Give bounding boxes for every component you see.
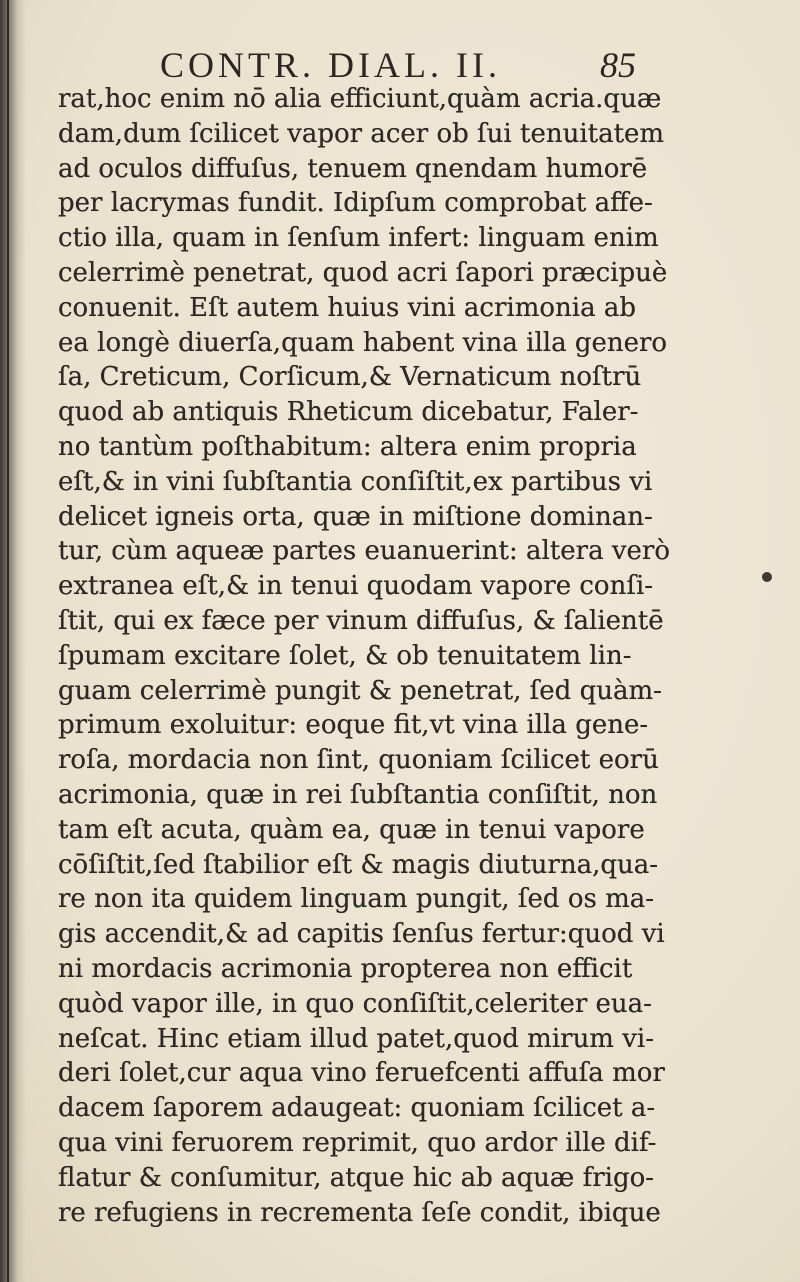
text-line: gis accendit,& ad capitis ſenſus fertur:quod vi (58, 919, 665, 950)
text-line: acrimonia, quæ in rei ſubſtantia conſiſtit, non (58, 779, 658, 810)
text-line: no tantùm poſthabitum: altera enim propria (58, 431, 637, 462)
text-line: extranea eſt,& in tenui quodam vapore conſi- (58, 571, 654, 602)
binding-shadow (0, 0, 26, 1282)
text-line: celerrimè penetrat, quod acri ſapori præcipuè (58, 257, 668, 288)
running-head: CONTR. DIAL. II. (160, 45, 501, 85)
text-line: ni mordacis acrimonia propterea non efficit (58, 953, 633, 984)
body-text (58, 82, 670, 1230)
text-line: qua vini feruorem reprimit, quo ardor ille dif- (58, 1127, 657, 1158)
text-line: conuenit. Eſt autem huius vini acrimonia ab (58, 292, 637, 323)
text-line: ad oculos diffuſus, tenuem qnendam humorē (58, 153, 648, 184)
text-line: dam,dum ſcilicet vapor acer ob ſui tenuitatem (58, 118, 665, 149)
text-line: deri ſolet,cur aqua vino feruefcenti affuſa mor (58, 1058, 665, 1089)
text-line: ſa, Creticum, Corſicum,& Vernaticum noſtrū (58, 362, 642, 393)
text-line: delicet igneis orta, quæ in miſtione dominan- (58, 501, 653, 532)
page-edge (7, 0, 9, 1282)
text-line: per lacrymas fundit. Idipſum comprobat affe- (58, 188, 653, 219)
text-line: roſa, mordacia non ſint, quoniam ſcilicet eorū (58, 745, 659, 776)
text-line: ſtit, qui ex fæce per vinum diffuſus, & ſalientē (58, 605, 664, 636)
text-line: rat,hoc enim nō alia efficiunt,quàm acria.quæ (58, 84, 662, 114)
text-line: tam eſt acuta, quàm ea, quæ in tenui vapore (58, 814, 645, 845)
text-line: cōſiſtit,ſed ſtabilior eſt & magis diuturna,qua- (58, 849, 659, 880)
text-line: re non ita quidem linguam pungit, ſed os ma- (58, 884, 655, 915)
text-line: ea longè diuerſa,quam habent vina illa genero (58, 327, 668, 358)
text-line: tur, cùm aqueæ partes euanuerint: altera verò (58, 536, 670, 567)
text-line: eſt,& in vini ſubſtantia conſiſtit,ex partibus vi (58, 466, 653, 497)
ink-spot (762, 572, 772, 582)
text-line: neſcat. Hinc etiam illud patet,quod mirum vi- (58, 1023, 655, 1054)
text-line: re refugiens in recrementa ſeſe condit, ibique (58, 1197, 661, 1228)
text-line: primum exoluitur: eoque fit,vt vina illa gene- (58, 710, 649, 741)
text-line: ctio illa, quam in ſenſum infert: linguam enim (58, 223, 659, 254)
text-line: ſpumam excitare ſolet, & ob tenuitatem lin- (58, 640, 632, 671)
text-line: dacem ſaporem adaugeat: quoniam ſcilicet a- (58, 1093, 656, 1124)
text-line: quod ab antiquis Rheticum dicebatur, Faler- (58, 397, 639, 428)
page-number: 85 (600, 45, 636, 85)
text-line: guam celerrimè pungit & penetrat, ſed quàm- (58, 675, 662, 706)
text-line: quòd vapor ille, in quo conſiſtit,celeriter eua- (58, 988, 652, 1019)
text-line: flatur & conſumitur, atque hic ab aquæ frigo- (58, 1162, 655, 1193)
